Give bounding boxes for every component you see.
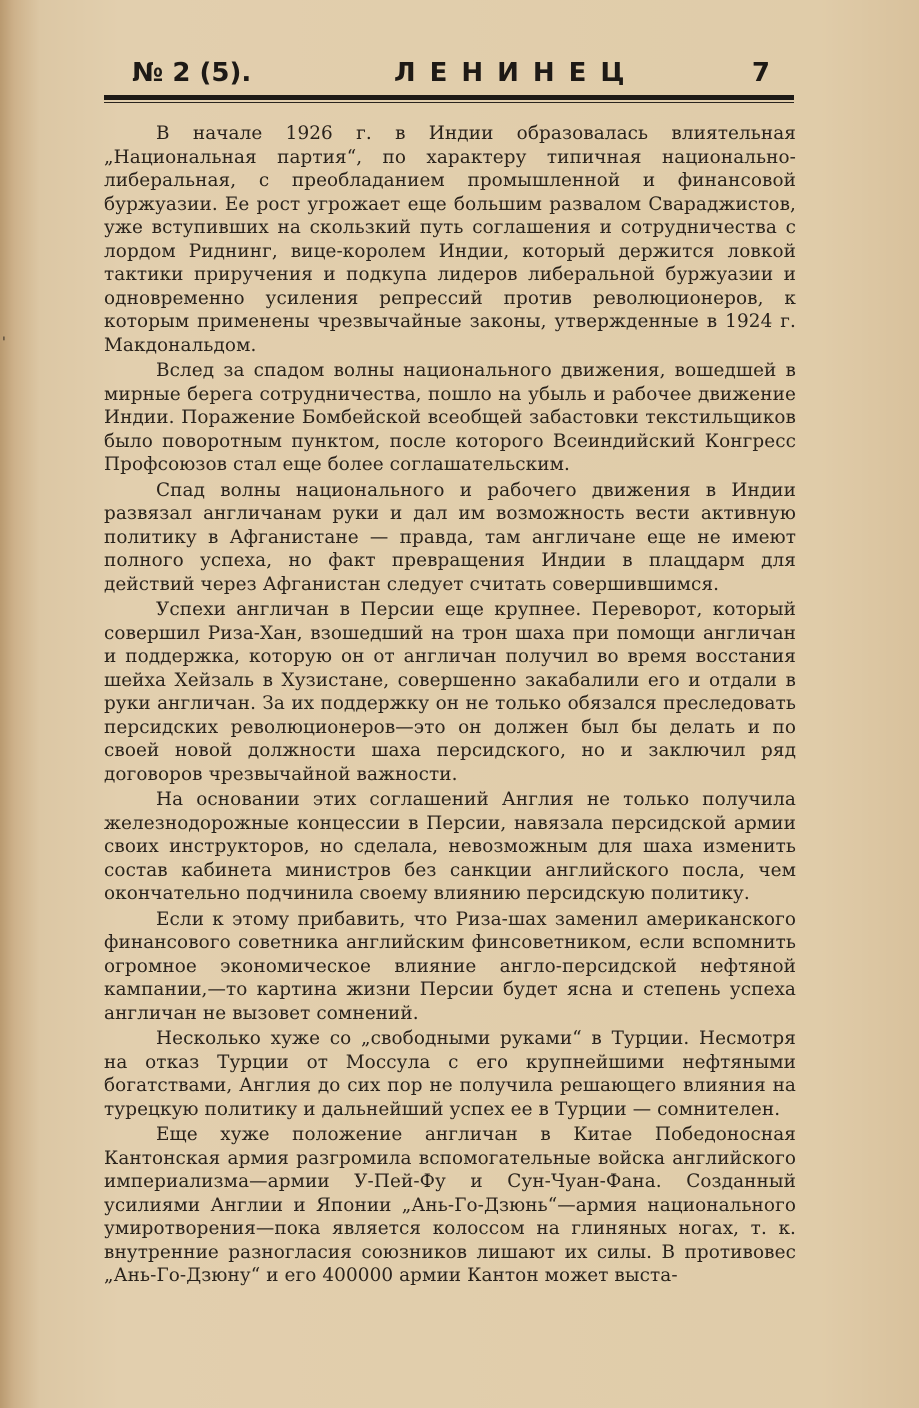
paragraph-4: Успехи англичан в Персии еще крупнее. Переворот, который совершил Риза-Хан, взошедший на трон шаха при помощи англичан и поддержка, которую он от англичан получил во время восстания шейха Хейзаль в Хузистане, совершенно закабалили его и отдали в руки англичан. За их поддержку он не только обязался преследовать персидских революционеров—это он должен был бы делать и по своей новой должности шаха персидского, но и заключил ряд договоров чрезвычайной важности. <box>104 599 796 785</box>
page-number: 7 <box>751 58 770 88</box>
newspaper-title: ЛЕНИНЕЦ <box>394 58 639 88</box>
paragraph-1: В начале 1926 г. в Индии образовалась влиятельная „Национальная партия“, по характеру типичная национально-либеральная, с преобладанием промышленной и финансовой буржуазии. Ее рост угрожает еще большим развалом Свараджистов, уже вступивших на скользкий путь соглашения и сотрудничества с лордом Риднинг, вице-королем Индии, который держится ловкой тактики приручения и подкупа лидеров либеральной буржуазии и одновременно усиления репрессий против революционеров, к которым применены чрезвычайные законы, утвержденные в 1924 г. Макдональдом. <box>104 123 796 356</box>
header-rule-thick <box>104 95 794 100</box>
paragraph-5: На основании этих соглашений Англия не только получила железнодорожные концессии в Персии, навязала персидской армии своих инструкторов, но сделала, невозможным для шаха изменить состав кабинета министров без санкции английского посла, чем окончательно подчинила своему влиянию персидскую политику. <box>104 789 796 904</box>
page-header <box>104 56 794 96</box>
issue-number: № 2 (5). <box>132 58 252 88</box>
paragraph-2: Вслед за спадом волны национального движения, вошедшей в мирные берега сотрудничества, пошло на убыль и рабочее движение Индии. Поражение Бомбейской всеобщей забастовки текстильщиков было поворотным пунктом, после которого Всеиндийский Конгресс Профсоюзов стал еще более соглашательским. <box>104 360 796 475</box>
header-rule-thin <box>104 102 794 103</box>
margin-mark: ' <box>2 335 6 351</box>
paragraph-8: Еще хуже положение англичан в Китае Победоносная Кантонская армия разгромила вспомогательные войска английского империализма—армии У-Пей-Фу и Сун-Чуан-Фана. Созданный усилиями Англии и Японии „Ань-Го-Дзюнь“—армия национального умиротворения—пока является колоссом на глиняных ногах, т. к. внутренние разногласия союзников лишают их силы. В противовес „Ань-Го-Дзюну“ и его 400000 армии Кантон может выста- <box>104 1124 796 1286</box>
paragraph-7: Несколько хуже со „свободными руками“ в Турции. Несмотря на отказ Турции от Моссула с его крупнейшими нефтяными богатствами, Англия до сих пор не получила решающего влияния на турецкую политику и дальнейший успех ее в Турции — сомнителен. <box>104 1028 796 1120</box>
article-body <box>104 122 796 1290</box>
paragraph-3: Спад волны национального и рабочего движения в Индии развязал англичанам руки и дал им возможность вести активную политику в Афганистане — правда, там англичане еще не имеют полного успеха, но факт превращения Индии в плацдарм для действий через Афганистан следует считать совершившимся. <box>104 479 796 595</box>
paragraph-6: Если к этому прибавить, что Риза-шах заменил американского финансового советника английским финсоветником, если вспомнить огромное экономическое влияние англо-персидской нефтяной кампании,—то картина жизни Персии будет ясна и степень успеха англичан не вызовет сомнений. <box>104 908 796 1024</box>
